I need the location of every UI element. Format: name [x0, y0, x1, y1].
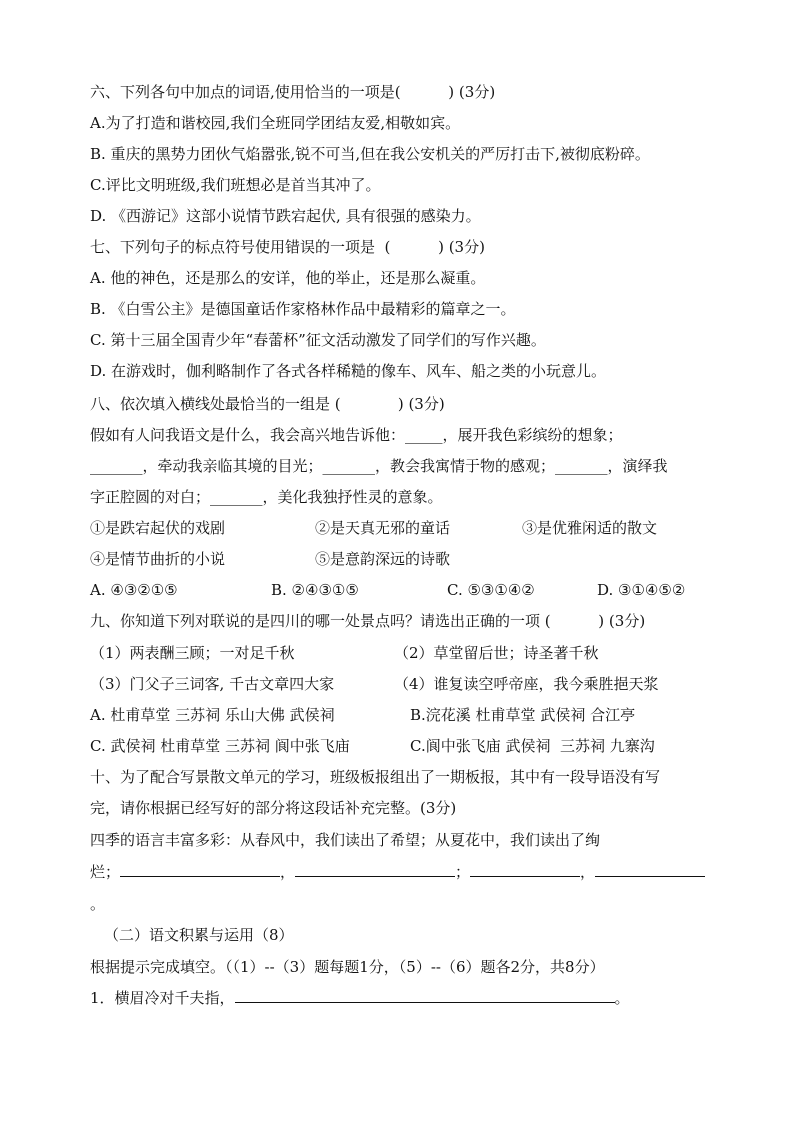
section2-q1-text: 1．横眉冷对千夫指，	[90, 989, 235, 1007]
q8-item-1: ①是跌宕起伏的戏剧	[90, 519, 226, 537]
q10-blank-3[interactable]	[470, 862, 580, 877]
q9-choices-row-2	[90, 736, 710, 756]
section2-q1-blank[interactable]	[235, 988, 615, 1003]
q7-stem: 七、下列句子的标点符号使用错误的一项是 ( ) (3分)	[90, 238, 485, 256]
q9-choice-c: C. 武侯祠 杜甫草堂 三苏祠 阆中张飞庙	[90, 737, 350, 755]
q8-choice-d: D. ③①④⑤②	[597, 581, 686, 599]
q9-choice-d: C.阆中张飞庙 武侯祠 三苏祠 九寨沟	[410, 737, 655, 755]
q9-couplets-row-2	[90, 674, 710, 694]
q8-choices	[90, 580, 710, 600]
q10-blank-4[interactable]	[595, 862, 705, 877]
section2-instruction: 根据提示完成填空。（（1）--（3）题每题1分，（5）--（6）题各2分，共8分）	[90, 958, 605, 976]
q10-passage-start: 烂；	[90, 863, 121, 881]
q8-passage-line-1: 假如有人问我语文是什么，我会高兴地告诉他：_____，展开我色彩缤纷的想象；	[90, 426, 623, 444]
q8-item-3: ③是优雅闲适的散文	[522, 519, 658, 537]
q9-choices-row-1	[90, 705, 710, 725]
q10-blank-1[interactable]	[120, 862, 280, 877]
q10-sep-1: ，	[280, 863, 296, 881]
q6-option-b: B. 重庆的黑势力团伙气焰嚣张,锐不可当,但在我公安机关的严厉打击下,被彻底粉碎。	[90, 145, 650, 163]
q6-stem: 六、下列各句中加点的词语,使用恰当的一项是( ) (3分)	[90, 83, 496, 101]
q7-option-c: C. 第十三届全国青少年“春蕾杯”征文活动激发了同学们的写作兴趣。	[90, 331, 546, 349]
q9-choice-b: B.浣花溪 杜甫草堂 武侯祠 合江亭	[410, 706, 636, 724]
q8-passage-line-2: _______，牵动我亲临其境的目光；_______，教会我寓情于物的感观；_______，演绎我	[90, 457, 668, 475]
q10-end-mark: 。	[90, 895, 106, 913]
q10-sep-3: ，	[580, 863, 596, 881]
q8-item-2: ②是天真无邪的童话	[315, 519, 451, 537]
q9-couplet-4: （4）谁复读空呼帝座，我今乘胜挹天浆	[394, 675, 659, 693]
q10-passage-line-1: 四季的语言丰富多彩：从春风中，我们读出了希望；从夏花中，我们读出了绚	[90, 831, 601, 849]
q7-option-b: B. 《白雪公主》是德国童话作家格林作品中最精彩的篇章之一。	[90, 300, 516, 318]
q10-blank-2[interactable]	[295, 862, 455, 877]
q8-choice-c: C. ⑤③①④②	[447, 581, 535, 599]
q8-item-4: ④是情节曲折的小说	[90, 550, 226, 568]
q9-stem: 九、你知道下列对联说的是四川的哪一处景点吗？请选出正确的一项 ( ) (3分)	[90, 612, 646, 630]
section2-q1-end: 。	[614, 989, 630, 1007]
q9-couplet-1: （1）两表酬三顾；一对足千秋	[90, 644, 295, 662]
q8-choice-a: A. ④③②①⑤	[90, 581, 178, 599]
q10-stem-line-2: 完，请你根据已经写好的部分将这段话补充完整。(3分)	[90, 799, 457, 817]
q10-fill-line	[90, 862, 705, 882]
q8-items-row-1	[90, 518, 710, 538]
q10-stem-line-1: 十、为了配合写景散文单元的学习，班级板报组出了一期板报，其中有一段导语没有写	[90, 768, 661, 786]
q8-items-row-2	[90, 549, 710, 569]
q8-choice-b: B. ②④③①⑤	[271, 581, 359, 599]
q8-stem: 八、依次填入横线处最恰当的一组是 ( ) (3分)	[90, 395, 445, 413]
q7-option-d: D. 在游戏时，伽利略制作了各式各样稀糙的像车、风车、船之类的小玩意儿。	[90, 362, 607, 380]
q6-option-a: A.为了打造和谐校园,我们全班同学团结友爱,相敬如宾。	[90, 114, 461, 132]
q8-passage-line-3: 字正腔圆的对白；_______，美化我独抒性灵的意象。	[90, 488, 443, 506]
q9-choice-a: A. 杜甫草堂 三苏祠 乐山大佛 武侯祠	[90, 706, 335, 724]
q6-option-d: D. 《西游记》这部小说情节跌宕起伏, 具有很强的感染力。	[90, 207, 481, 225]
q9-couplets-row-1	[90, 643, 710, 663]
section2-title: （二）语文积累与运用（8）	[104, 926, 294, 944]
q8-item-5: ⑤是意韵深远的诗歌	[315, 550, 451, 568]
q10-sep-2: ；	[455, 863, 471, 881]
q9-couplet-2: （2）草堂留后世；诗圣著千秋	[394, 644, 599, 662]
q9-couplet-3: （3）门父子三词客, 千古文章四大家	[90, 675, 335, 693]
q6-option-c: C.评比文明班级,我们班想必是首当其冲了。	[90, 176, 381, 194]
q7-option-a: A. 他的神色，还是那么的安详，他的举止，还是那么凝重。	[90, 269, 486, 287]
section2-q1	[90, 988, 630, 1008]
